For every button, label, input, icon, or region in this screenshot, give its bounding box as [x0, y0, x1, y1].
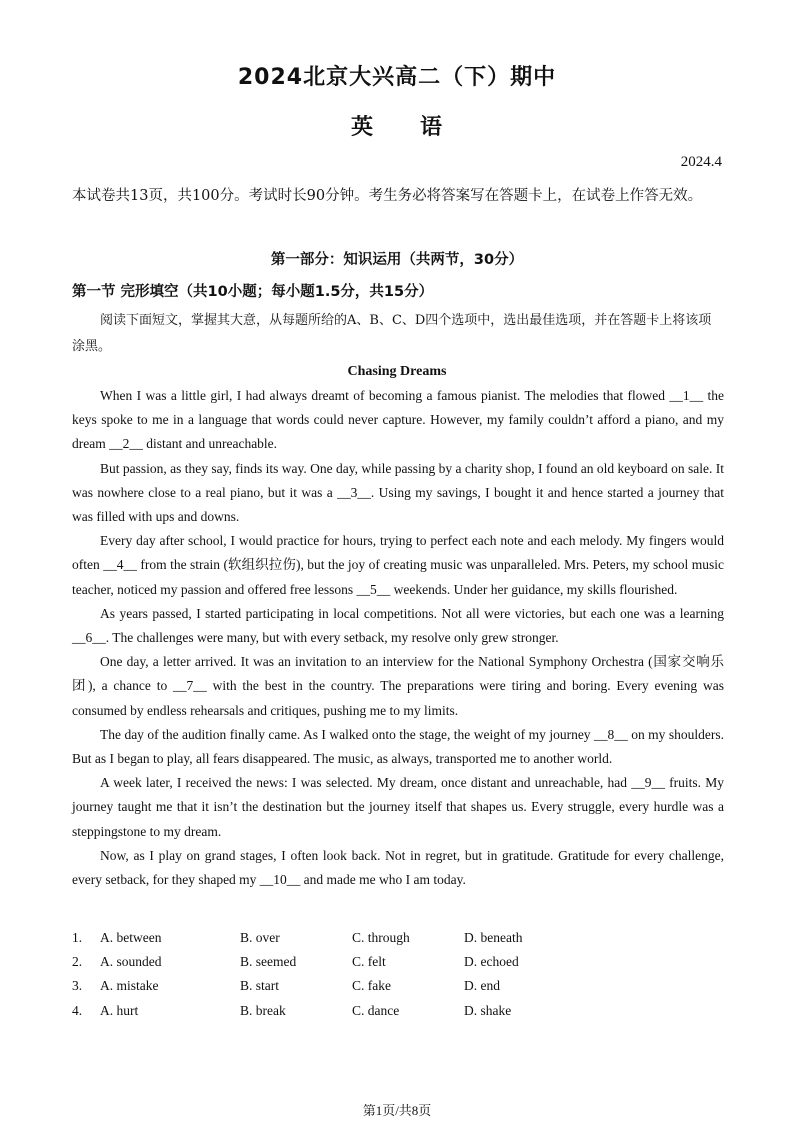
option-d: D. beneath — [464, 930, 523, 945]
option-a: A. hurt — [100, 1002, 139, 1018]
option-b: B. seemed — [240, 954, 297, 970]
option-d: D. shake — [464, 1002, 512, 1018]
question-row — [72, 974, 724, 998]
option-d: D. end — [464, 978, 500, 994]
passage-paragraph: As years passed, I started participating in local competitions. Not all were victories, but each one was a learning __6__. The challenges were many, but with every setback, my resolve only grew stronger. — [72, 605, 724, 646]
passage-paragraph: A week later, I received the news: I was selected. My dream, once distant and unreachable, had __9__ fruits. My journey taught me that it isn’t the destination but the journey itself that shapes us. Every struggle, every hurdle was a steppingstone to my dream. — [72, 775, 724, 839]
question-row — [72, 950, 724, 974]
question-row — [72, 999, 724, 1023]
exam-title: 2024北京大兴高二（下）期中 — [237, 65, 557, 90]
question-number: 4. — [72, 1002, 83, 1018]
passage-paragraph: But passion, as they say, finds its way. One day, while passing by a charity shop, I found an old keyboard on sale. It was nowhere close to a real piano, but it was a __3__. Using my savings, I bought it and hence started a journey that was filled with ups and downs. — [72, 460, 724, 525]
option-d: D. echoed — [464, 954, 519, 970]
passage-paragraph: When I was a little girl, I had always dreamt of becoming a famous pianist. The melodies that flowed __1__ the keys spoke to me in a language that words could never capture. However, my family couldn’t afford a piano, and my dream __2__ distant and unreachable. — [72, 388, 724, 452]
option-c: C. felt — [352, 954, 386, 970]
question-number: 1. — [72, 930, 83, 945]
exam-instructions: 本试卷共13页，共100分。考试时长90分钟。考生务必将答案写在答题卡上，在试卷上作答无效。 — [72, 188, 703, 204]
option-a: A. mistake — [100, 978, 159, 994]
option-c: C. through — [352, 930, 410, 945]
option-b: B. over — [240, 930, 280, 945]
option-b: B. start — [240, 978, 279, 994]
passage-paragraph: Every day after school, I would practice for hours, trying to perfect each note and each melody. My fingers would often __4__ from the strain (软组织拉伤), but the joy of creating music was unparalleled. Mrs. Peters, my school music teacher, noticed my passion and offered free lessons __5__ weekends. Under her guidance, my skills flourished. — [72, 533, 724, 597]
part-title: 第一部分：知识运用（共两节，30分） — [270, 252, 524, 268]
question-number: 2. — [72, 954, 83, 970]
passage-paragraph: The day of the audition finally came. As I walked onto the stage, the weight of my journey __8__ on my shoulders. But as I began to play, all fears disappeared. The music, as always, transported me to another world. — [72, 726, 724, 767]
section-title: 第一节 完形填空（共10小题；每小题1.5分，共15分） — [72, 284, 434, 300]
section-instructions: 阅读下面短文，掌握其大意，从每题所给的A、B、C、D四个选项中，选出最佳选项，并在答题卡上将该项涂黑。 — [72, 313, 712, 354]
option-c: C. dance — [352, 1002, 400, 1018]
subject-title: 英 语 — [350, 115, 443, 140]
page-footer: 第1页/共8页 — [362, 1103, 432, 1118]
passage-paragraph: One day, a letter arrived. It was an invitation to an interview for the National Symphony Orchestra (国家交响乐团), a chance to __7__ with the best in the country. The preparations were tiring and boring. Every evening was consumed by endless rehearsals and critiques, pushing me to my limits. — [72, 654, 724, 718]
option-a: A. sounded — [100, 954, 162, 970]
passage-paragraph: Now, as I play on grand stages, I often look back. Not in regret, but in gratitude. Gratitude for every challenge, every setback, for they shaped my __10__ and made me who I am today. — [72, 847, 724, 888]
passage-title: Chasing Dreams — [347, 364, 447, 379]
option-c: C. fake — [352, 978, 391, 994]
question-row — [72, 926, 724, 950]
option-a: A. between — [100, 930, 162, 945]
question-number: 3. — [72, 978, 83, 994]
passage-body — [72, 384, 724, 892]
option-b: B. break — [240, 1002, 286, 1018]
exam-date: 2024.4 — [680, 154, 722, 170]
answer-options — [72, 926, 724, 1023]
